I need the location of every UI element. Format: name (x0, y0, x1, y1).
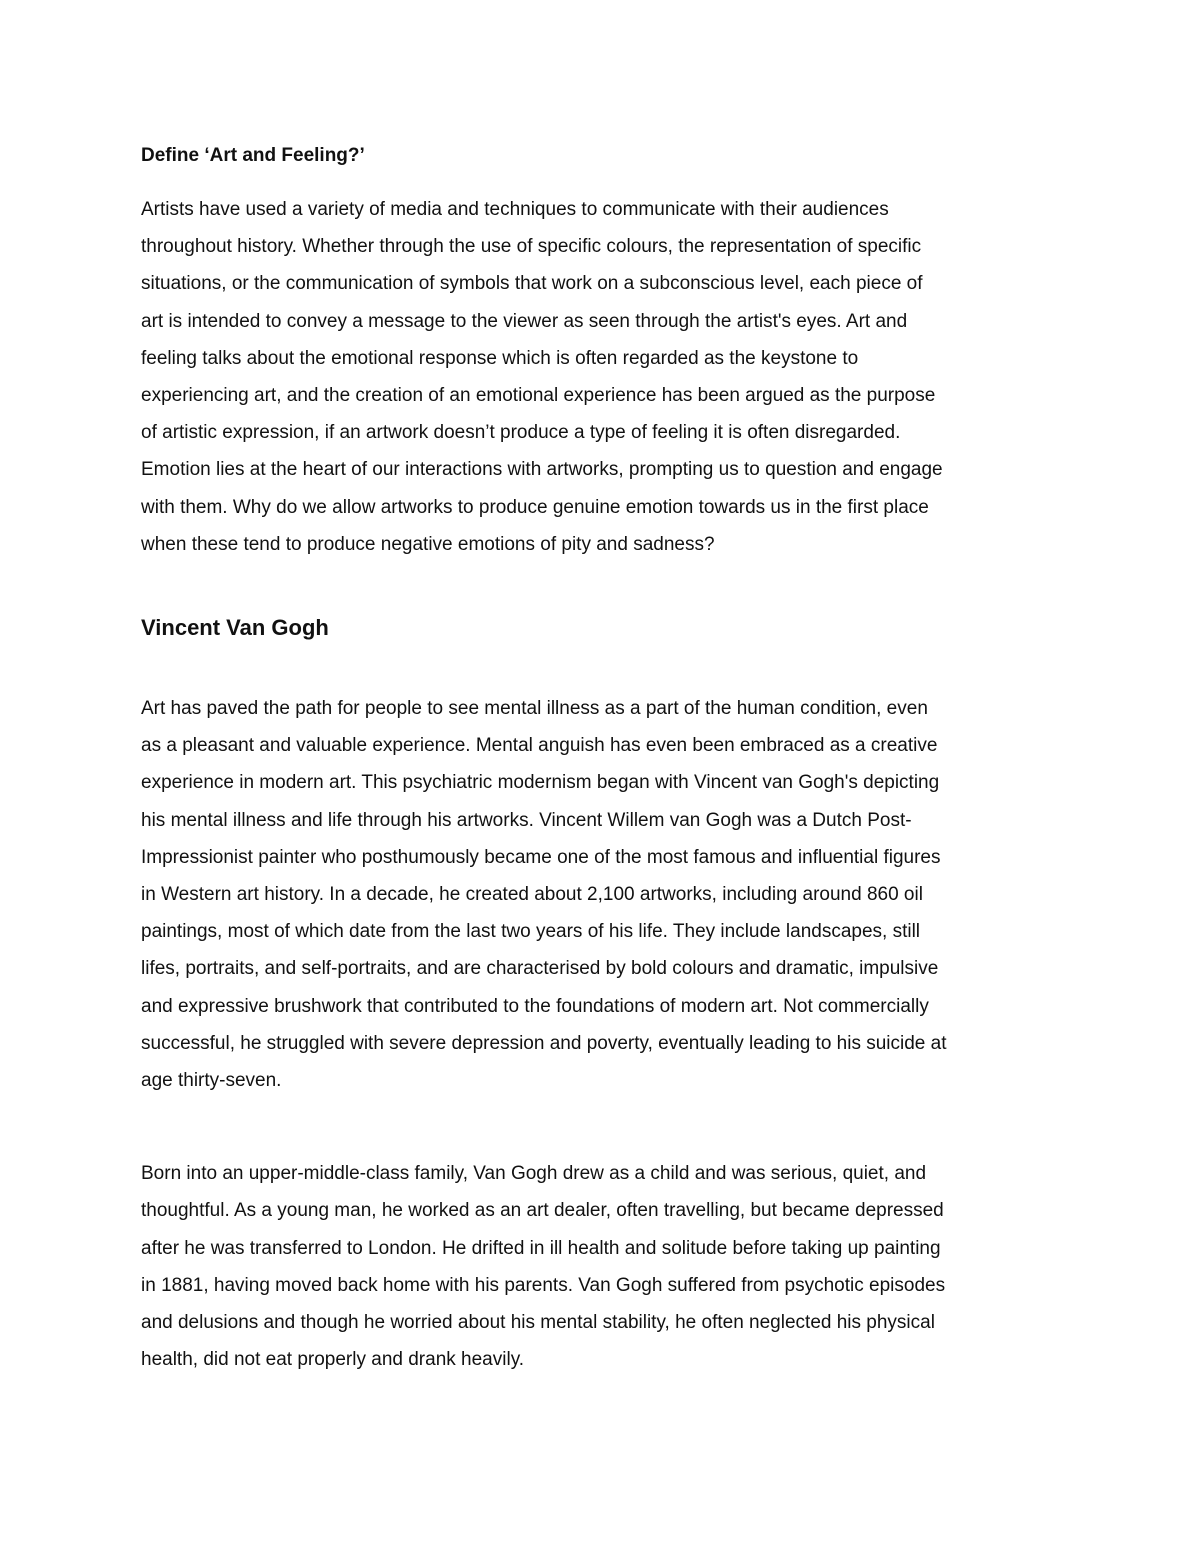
section-heading-vincent-van-gogh: Vincent Van Gogh (141, 615, 329, 641)
text-line: and expressive brushwork that contributed to the foundations of modern art. Not commercially (141, 995, 929, 1017)
text-line: as a pleasant and valuable experience. Mental anguish has even been embraced as a creative (141, 735, 938, 757)
text-line: Emotion lies at the heart of our interactions with artworks, prompting us to question and engage (141, 459, 943, 481)
text-line: his mental illness and life through his artworks. Vincent Willem van Gogh was a Dutch Post- (141, 809, 912, 831)
section-heading-art-and-feeling: Define ‘Art and Feeling?’ (141, 145, 365, 166)
text-line: throughout history. Whether through the use of specific colours, the representation of specific (141, 236, 922, 258)
text-line: Born into an upper-middle-class family, Van Gogh drew as a child and was serious, quiet, and (141, 1163, 927, 1185)
text-line: experiencing art, and the creation of an emotional experience has been argued as the purpose (141, 385, 936, 407)
text-line: successful, he struggled with severe depression and poverty, eventually leading to his suicide at (141, 1032, 947, 1054)
text-line: in Western art history. In a decade, he created about 2,100 artworks, including around 860 oil (141, 884, 923, 906)
text-line: in 1881, having moved back home with his parents. Van Gogh suffered from psychotic episodes (141, 1274, 946, 1296)
paragraph-art-and-feeling (141, 191, 1066, 563)
text-line: situations, or the communication of symbols that work on a subconscious level, each piece of (141, 273, 923, 295)
text-line: when these tend to produce negative emotions of pity and sadness? (141, 533, 715, 555)
text-line: of artistic expression, if an artwork doesn’t produce a type of feeling it is often disregarded. (141, 422, 901, 444)
text-line: Art has paved the path for people to see mental illness as a part of the human condition, even (141, 698, 928, 720)
text-line: and delusions and though he worried about his mental stability, he often neglected his physical (141, 1312, 935, 1334)
text-line: health, did not eat properly and drank heavily. (141, 1349, 525, 1371)
paragraph-van-gogh-early-life (141, 1155, 1066, 1378)
text-line: age thirty-seven. (141, 1070, 282, 1092)
document-body (141, 137, 1066, 1378)
text-line: feeling talks about the emotional response which is often regarded as the keystone to (141, 347, 859, 369)
text-line: Impressionist painter who posthumously became one of the most famous and influential figures (141, 846, 941, 868)
text-line: Artists have used a variety of media and techniques to communicate with their audiences (141, 199, 889, 220)
text-line: paintings, most of which date from the last two years of his life. They include landscapes, still (141, 921, 921, 943)
text-line: lifes, portraits, and self-portraits, and are characterised by bold colours and dramatic, impulsive (141, 958, 939, 980)
text-line: thoughtful. As a young man, he worked as an art dealer, often travelling, but became depressed (141, 1200, 944, 1222)
paragraph-van-gogh-intro (141, 690, 1066, 1099)
text-line: experience in modern art. This psychiatric modernism began with Vincent van Gogh's depicting (141, 772, 940, 794)
text-line: with them. Why do we allow artworks to produce genuine emotion towards us in the first place (141, 496, 929, 518)
text-line: art is intended to convey a message to the viewer as seen through the artist's eyes. Art and (141, 310, 908, 332)
text-line: after he was transferred to London. He drifted in ill health and solitude before taking up painting (141, 1237, 941, 1259)
